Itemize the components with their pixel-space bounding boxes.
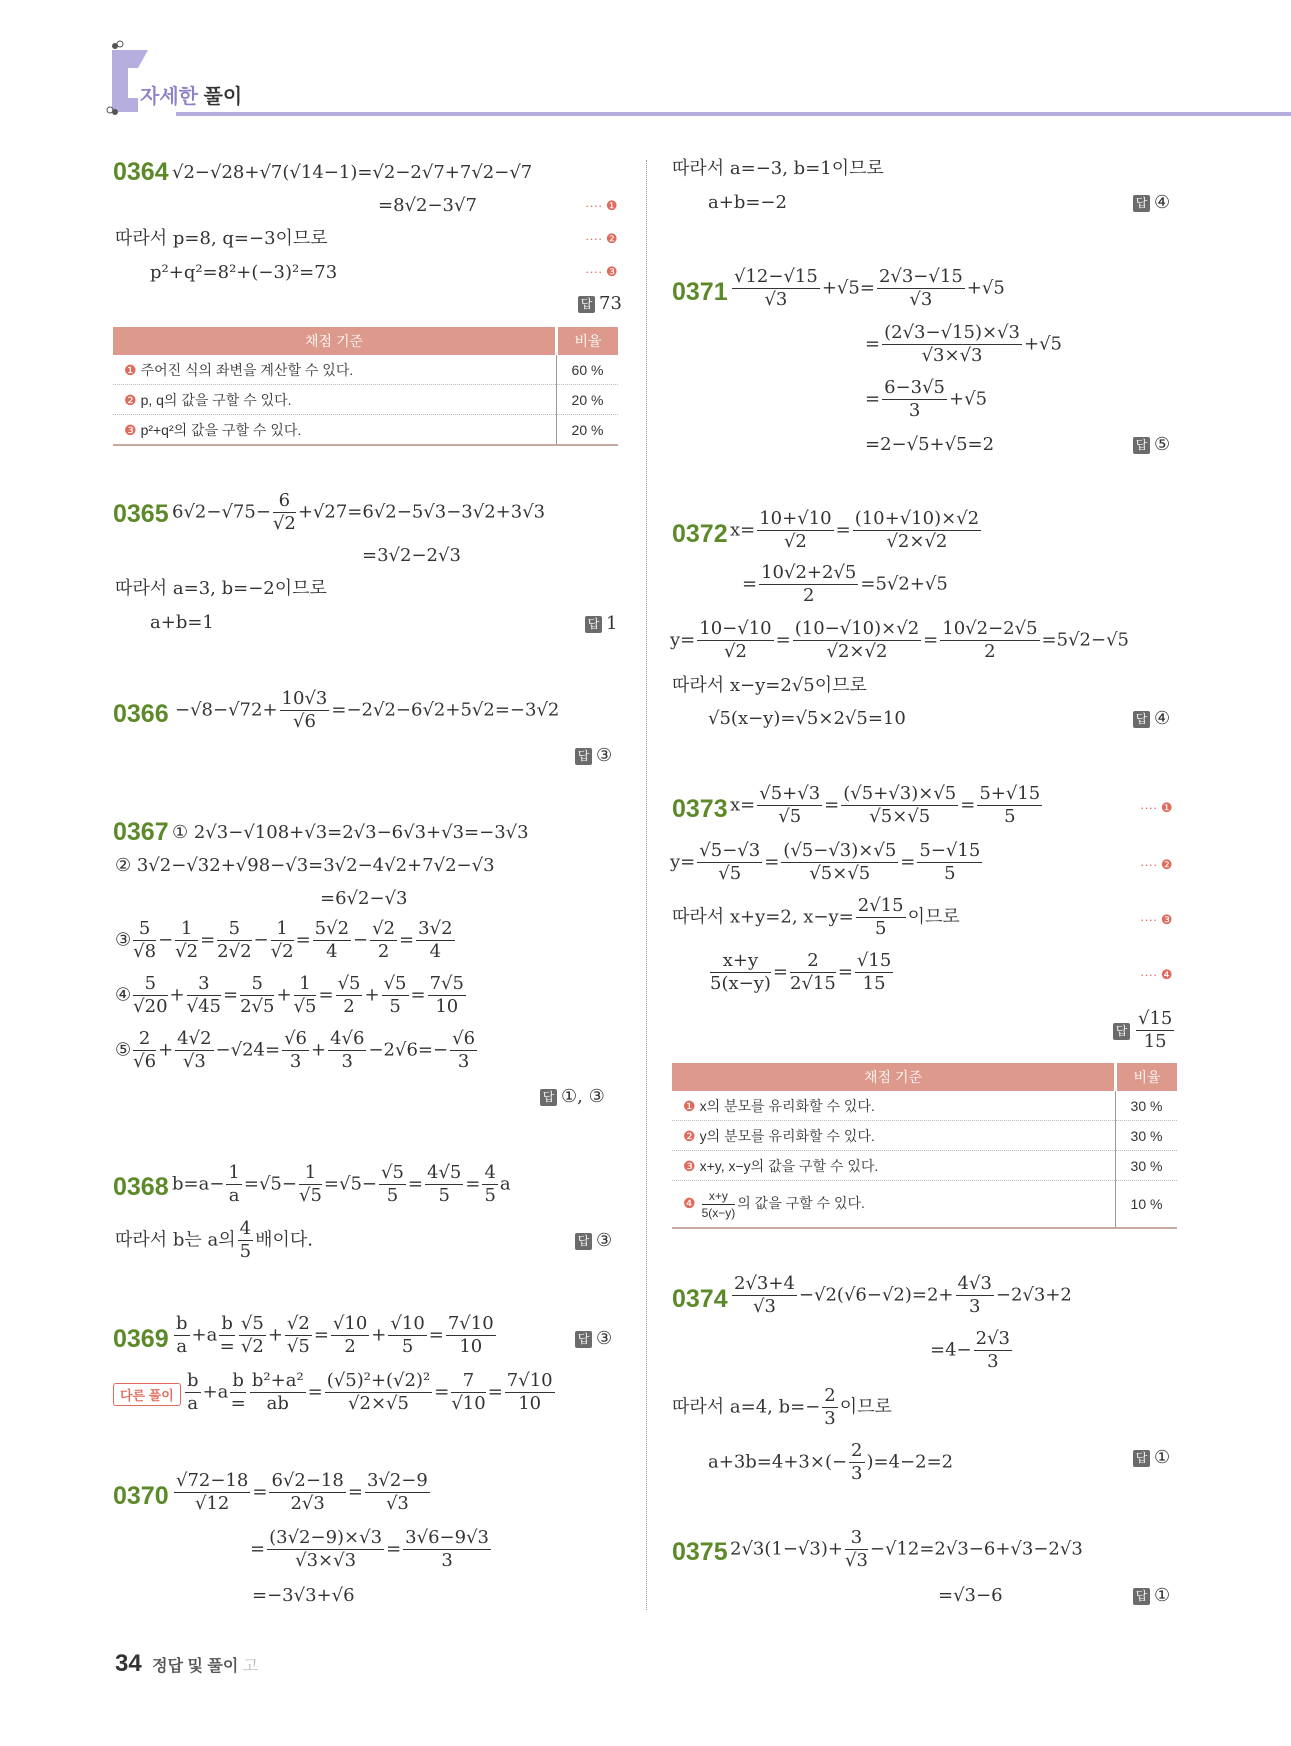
p0364-line1: √2−√28+√7(√14−1)=√2−2√7+7√2−√7 (172, 162, 533, 183)
grading-table-0373 (672, 1063, 1177, 1229)
fraction: $\frac{√72-18}{√12}$ (176, 1470, 249, 1514)
fraction: $\frac{(10+√10)\times√2}{√2\times√2}$ (854, 508, 980, 552)
table-row: ❶ 주어진 식의 좌변을 계산할 수 있다. 60 % (113, 355, 618, 385)
p0372-line4: 따라서 x−y=2√5이므로 (672, 675, 867, 696)
p0370-line2 (250, 1527, 493, 1572)
p0368-line1 (172, 1162, 511, 1207)
problem-number-0369: 0369 (113, 1325, 169, 1353)
fraction: $\frac{6√2-18}{2√3}$ (271, 1470, 344, 1514)
p0371-line1 (730, 266, 1005, 311)
p0373-step4: ···· ❹ (1140, 967, 1173, 982)
fraction: $\frac{√2}{√5}$ (286, 1313, 310, 1357)
expr-text: a (217, 1381, 229, 1403)
answer-icon: 답 (1133, 1450, 1150, 1467)
fraction: $\frac{b}{=}$ (230, 1370, 246, 1414)
fraction: $\frac{b}{a}$ (176, 1313, 188, 1357)
grading-header-criteria: 채점 기준 (672, 1063, 1116, 1091)
p0367-line3: =6√2−√3 (320, 888, 408, 909)
fraction: $\frac{3√6-9√3}{3}$ (405, 1527, 489, 1571)
p0367-line4 (115, 918, 457, 963)
expr-text: ④ (115, 984, 132, 1006)
p0364-step1: ···· ❶ (585, 198, 618, 213)
fraction: $\frac{5}{√8}$ (133, 918, 157, 962)
expr-text: 2√3(1−√3)+ (730, 1538, 843, 1560)
fraction: $\frac{5+√15}{5}$ (979, 783, 1041, 827)
fraction: $\frac{2√3+4}{√3}$ (734, 1273, 795, 1317)
fraction: $\frac{√5+√3}{√5}$ (759, 783, 821, 827)
p0365-line1: 6√2−√75− $\frac{6}{√2}$ +√27=6√2−5√3−3√2+3√3 (172, 490, 546, 534)
fraction: $\frac{(2√3-√15)\times√3}{√3\times√3}$ (884, 322, 1020, 366)
expr-text: a (499, 1173, 511, 1195)
p0373-line4 (708, 950, 895, 995)
page-footer (115, 1650, 258, 1678)
fraction: $\frac{3√2-9}{√3}$ (366, 1470, 428, 1514)
expr-text: + (311, 1039, 327, 1061)
expr-text: +√5= (821, 277, 875, 299)
fraction: $\frac{(3√2-9)\times√3}{√3\times√3}$ (269, 1527, 383, 1571)
p0365-line4: a+b=1 (150, 612, 214, 633)
table-row: ❸ p²+q²의 값을 구할 수 있다. 20 % (113, 415, 618, 446)
fraction: $\frac{2}{2√15}$ (790, 950, 836, 994)
expr-text: = (252, 1481, 268, 1503)
expr-text: y= (670, 851, 696, 873)
problem-number-0371: 0371 (672, 278, 728, 306)
p0366-answer: 답 ③ (575, 745, 612, 766)
p0373-step3: ···· ❸ (1140, 912, 1173, 927)
expr-text: y= (670, 629, 696, 651)
p0373-line1 (730, 783, 1044, 828)
expr-text: = (222, 984, 239, 1006)
p0374-line2 (930, 1328, 1014, 1373)
grading-header-ratio: 비율 (1116, 1063, 1178, 1091)
p0375-answer: 답 ① (1133, 1585, 1170, 1606)
fraction: $\frac{√5}{√2}$ (240, 1313, 264, 1357)
expr-text: = (772, 961, 788, 983)
fraction: $\frac{√15}{15}$ (856, 950, 892, 994)
fraction: $\frac{2√3-√15}{√3}$ (878, 266, 963, 310)
alt-solution-badge: 다른 풀이 (113, 1383, 181, 1406)
p0367-line1: ① 2√3−√108+√3=2√3−6√3+√3=−3√3 (172, 822, 529, 843)
p0370-line5: a+b=−2 (708, 192, 787, 213)
p0365-answer: 답 1 (585, 613, 617, 634)
header-title-b: 풀이 (203, 86, 243, 108)
problem-number-0364: 0364 (113, 158, 169, 186)
table-row: ❷ y의 분모를 유리화할 수 있다. 30 % (672, 1121, 1177, 1151)
fraction: $\frac{1}{√2}$ (270, 918, 294, 962)
answer-icon: 답 (575, 1233, 592, 1250)
expr-text: = (764, 851, 780, 873)
fraction: $\frac{1}{a}$ (228, 1162, 240, 1206)
p0364-line3: 따라서 p=8, q=−3이므로 (115, 228, 328, 249)
p0375-line2: =√3−6 (938, 1585, 1003, 1606)
fraction: $\frac{4√6}{3}$ (330, 1028, 365, 1072)
fraction: $\frac{7√5}{10}$ (429, 973, 464, 1017)
fraction: $\frac{(√5-√3)\times√5}{√5\times√5}$ (783, 840, 897, 884)
expr-text: = (960, 794, 976, 816)
fraction: $\frac{√5}{2}$ (337, 973, 361, 1017)
expr-text: = (428, 1324, 444, 1346)
p0371-line2 (865, 322, 1062, 367)
expr-text: − (353, 929, 369, 951)
p0364-step3: ···· ❸ (585, 264, 618, 279)
p0368-line2: 따라서 b는 a의 $\frac{4}{5}$ 배이다. (115, 1218, 313, 1262)
expr-text: = (900, 851, 916, 873)
p0370-line1 (172, 1470, 432, 1515)
expr-text: = (347, 1481, 363, 1503)
p0375-line1 (730, 1527, 1083, 1572)
expr-text: = (742, 573, 758, 595)
fraction: $\frac{√10}{5}$ (390, 1313, 425, 1357)
fraction: $\frac{5}{√20}$ (133, 973, 168, 1017)
answer-icon: 답 (1133, 195, 1150, 212)
fraction: $\frac{10√2+2√5}{2}$ (761, 562, 857, 606)
p0364-answer: 답 73 (578, 293, 622, 314)
expr-text: =5√2−√5 (1041, 629, 1130, 651)
p0367-line2: ② 3√2−√32+√98−√3=3√2−4√2+7√2−√3 (115, 855, 495, 876)
footer-title: 정답 및 풀이 (152, 1658, 239, 1675)
grading-header-ratio: 비율 (557, 327, 619, 355)
fraction: $\frac{3}{√45}$ (186, 973, 221, 1017)
header-title (140, 80, 242, 109)
p0371-line4: =2−√5+√5=2 (865, 434, 995, 455)
expr-text: a (206, 1324, 218, 1346)
problem-number-0375: 0375 (672, 1538, 728, 1566)
expr-text: + (191, 1324, 207, 1346)
fraction: $\frac{3√2}{4}$ (418, 918, 453, 962)
fraction: $\frac{7√10}{10}$ (447, 1313, 494, 1357)
p0364-step2: ···· ❷ (585, 231, 618, 246)
answer-icon: 답 (540, 1089, 557, 1106)
p0369-line2 (183, 1370, 557, 1415)
fraction: $\frac{√6}{3}$ (452, 1028, 476, 1072)
answer-icon: 답 (1133, 1588, 1150, 1605)
p0370-answer: 답 ④ (1133, 192, 1170, 213)
expr-text: = (923, 629, 939, 651)
p0369-answer: 답 ③ (575, 1328, 612, 1349)
p0371-answer: 답 ⑤ (1133, 434, 1170, 455)
answer-icon: 답 (1133, 711, 1150, 728)
fraction: $\frac{1}{√2}$ (175, 918, 199, 962)
problem-number-0368: 0368 (113, 1173, 169, 1201)
expr-text: −2√6=− (368, 1039, 449, 1061)
expr-text: = (837, 961, 853, 983)
p0371-line3 (865, 377, 987, 422)
expr-text: +√5 (966, 277, 1005, 299)
page-number: 34 (115, 1650, 142, 1677)
fraction: $\frac{7√10}{10}$ (506, 1370, 553, 1414)
expr-text: + (371, 1324, 387, 1346)
p0374-answer: 답 ① (1133, 1447, 1170, 1468)
expr-text: =√5− (243, 1173, 297, 1195)
fraction: $\frac{b}{a}$ (187, 1370, 199, 1414)
fraction: $\frac{(10-√10)\times√2}{√2\times√2}$ (794, 618, 920, 662)
expr-text: + (276, 984, 292, 1006)
answer-icon: 답 (578, 296, 595, 313)
p0372-answer: 답 ④ (1133, 708, 1170, 729)
footer-faint-text: 고 (242, 1658, 259, 1675)
p0373-line3: 따라서 x+y=2, x−y= $\frac{2√15}{5}$ 이므로 (672, 895, 960, 939)
expr-text: =4− (930, 1339, 972, 1361)
expr-text: =√5− (323, 1173, 377, 1195)
answer-icon: 답 (575, 748, 592, 765)
expr-text: −√24= (215, 1039, 281, 1061)
fraction: $\frac{√10}{2}$ (332, 1313, 368, 1357)
answer-icon: 답 (575, 1331, 592, 1348)
expr-text: x= (730, 519, 756, 541)
expr-text: +√5 (949, 388, 988, 410)
p0372-line1 (730, 508, 983, 553)
expr-text: +√5 (1023, 333, 1062, 355)
expr-text: = (386, 1538, 402, 1560)
p0365-line3: 따라서 a=3, b=−2이므로 (115, 578, 327, 599)
fraction: $\frac{√12-√15}{√3}$ (734, 266, 818, 310)
fraction: $\frac{√5-√3}{√5}$ (699, 840, 761, 884)
grading-table-0364 (113, 327, 618, 446)
fraction: $\frac{1}{√5}$ (298, 1162, 322, 1206)
expr-text: + (202, 1381, 218, 1403)
expr-text: = (250, 1538, 266, 1560)
p0373-step2: ···· ❷ (1140, 857, 1173, 872)
expr-text: = (295, 929, 311, 951)
expr-text: = (865, 388, 881, 410)
grading-header-criteria: 채점 기준 (113, 327, 557, 355)
answer-icon: 답 (1133, 437, 1150, 454)
expr-text: = (465, 1173, 481, 1195)
p0367-line5 (115, 973, 468, 1018)
fraction: $\frac{√2}{2}$ (372, 918, 396, 962)
p0365-line2: =3√2−2√3 (362, 545, 461, 566)
fraction: $\frac{4√3}{3}$ (957, 1273, 992, 1317)
p0373-line2 (670, 840, 984, 885)
p0372-line5: √5(x−y)=√5×2√5=10 (708, 708, 906, 729)
p0366-line1: −√8−√72+ $\frac{10√3}{√6}$ =−2√2−6√2+5√2=−3√2 (175, 688, 560, 732)
fraction: $\frac{4√2}{√3}$ (177, 1028, 212, 1072)
p0372-line2 (742, 562, 948, 607)
fraction: $\frac{10-√10}{√2}$ (699, 618, 772, 662)
expr-text: − (158, 929, 174, 951)
p0374-line1 (730, 1273, 1072, 1318)
expr-text: + (364, 984, 380, 1006)
expr-text: = (434, 1381, 450, 1403)
problem-number-0372: 0372 (672, 520, 728, 548)
expr-text: ⑤ (115, 1039, 132, 1061)
column-divider (646, 160, 647, 1610)
fraction: $\frac{√6}{3}$ (284, 1028, 307, 1072)
fraction: $\frac{x+y}{5(x-y)}$ (710, 950, 771, 994)
table-row: ❸ x+y, x−y의 값을 구할 수 있다. 30 % (672, 1151, 1177, 1181)
table-row: ❷ p, q의 값을 구할 수 있다. 20 % (113, 385, 618, 415)
p0373-step1: ···· ❶ (1140, 800, 1173, 815)
expr-text: =5√2+√5 (860, 573, 948, 595)
fraction: $\frac{1}{√5}$ (293, 973, 317, 1017)
expr-text: x= (730, 794, 756, 816)
expr-text: = (399, 929, 415, 951)
p0373-answer: 답 $\frac{√15}{15}$ (1113, 1008, 1176, 1053)
expr-text: = (313, 1324, 329, 1346)
fraction: $\frac{2√3}{3}$ (975, 1328, 1010, 1372)
expr-text: −√2(√6−√2)=2+ (798, 1284, 954, 1306)
expr-text: = (775, 629, 791, 651)
answer-icon: 답 (585, 616, 602, 633)
expr-text: = (200, 929, 216, 951)
expr-text: −√12=2√3−6+√3−2√3 (869, 1538, 1083, 1560)
fraction: $\frac{5}{2√2}$ (217, 918, 252, 962)
p0369-line1 (172, 1313, 498, 1358)
header-rule (176, 112, 1291, 116)
p0370-line3: =−3√3+√6 (252, 1585, 355, 1606)
fraction: $\frac{5-√15}{5}$ (919, 840, 981, 884)
expr-text: + (267, 1324, 283, 1346)
p0374-line4: a+3b=4+3×(− $\frac{2}{3}$ )=4−2=2 (708, 1440, 954, 1484)
problem-number-0365: 0365 (113, 500, 169, 528)
fraction: $\frac{10√2-2√5}{2}$ (942, 618, 1038, 662)
problem-number-0367: 0367 (113, 818, 169, 846)
p0364-line4: p²+q²=8²+(−3)²=73 (150, 262, 338, 283)
fraction: $\frac{10+√10}{√2}$ (759, 508, 832, 552)
answer-icon: 답 (1113, 1023, 1130, 1040)
fraction: $\frac{\text{(√5)²+(√2)²}}{√2\times√5}$ (326, 1370, 431, 1414)
expr-text: = (487, 1381, 503, 1403)
fraction: $\frac{6-3√5}{3}$ (884, 377, 946, 421)
table-row: ❶ x의 분모를 유리화할 수 있다. 30 % (672, 1091, 1177, 1121)
fraction: $\frac{5}{2√5}$ (240, 973, 275, 1017)
expr-text: −2√3+2 (995, 1284, 1072, 1306)
problem-number-0366: 0366 (113, 700, 169, 728)
p0367-line6 (115, 1028, 479, 1073)
expr-text: = (307, 1381, 323, 1403)
fraction: $\frac{4}{5}$ (484, 1162, 496, 1206)
expr-text: ③ (115, 929, 132, 951)
expr-text: = (865, 333, 881, 355)
expr-text: = (318, 984, 334, 1006)
fraction: $\frac{7}{√10}$ (451, 1370, 486, 1414)
table-row: ❹ $\frac{x+y}{5(x-y)}$ 의 값을 구할 수 있다. 10 % (672, 1181, 1177, 1229)
problem-number-0374: 0374 (672, 1285, 728, 1313)
fraction: $\frac{2}{√6}$ (133, 1028, 157, 1072)
expr-text: = (835, 519, 851, 541)
expr-text: = (407, 1173, 423, 1195)
expr-text: + (169, 984, 185, 1006)
expr-text: = (410, 984, 426, 1006)
fraction: $\frac{b}{=}$ (219, 1313, 235, 1357)
expr-text: + (158, 1039, 174, 1061)
problem-number-0373: 0373 (672, 795, 728, 823)
fraction: $\frac{√5}{5}$ (380, 1162, 404, 1206)
expr-text: b=a− (172, 1173, 225, 1195)
p0368-answer: 답 ③ (575, 1230, 612, 1251)
expr-text: − (253, 929, 269, 951)
expr-text: = (824, 794, 840, 816)
p0367-answer: 답 ①, ③ (540, 1086, 605, 1107)
p0364-line2: =8√2−3√7 (378, 195, 477, 216)
fraction: $\frac{(√5+√3)\times√5}{√5\times√5}$ (843, 783, 957, 827)
fraction: $\frac{4√5}{5}$ (427, 1162, 462, 1206)
fraction: $\frac{√5}{5}$ (383, 973, 407, 1017)
fraction: $\frac{5√2}{4}$ (314, 918, 350, 962)
fraction: $\frac{3}{√3}$ (844, 1527, 868, 1571)
p0374-line3: 따라서 a=4, b=− $\frac{2}{3}$ 이므로 (672, 1385, 892, 1429)
problem-number-0370: 0370 (113, 1482, 169, 1510)
p0370-line4: 따라서 a=−3, b=1이므로 (672, 158, 884, 179)
p0372-line3 (670, 618, 1129, 663)
fraction: $\frac{\text{b²+a²}}{ab}$ (251, 1370, 304, 1414)
header-title-a: 자세한 (140, 86, 198, 108)
